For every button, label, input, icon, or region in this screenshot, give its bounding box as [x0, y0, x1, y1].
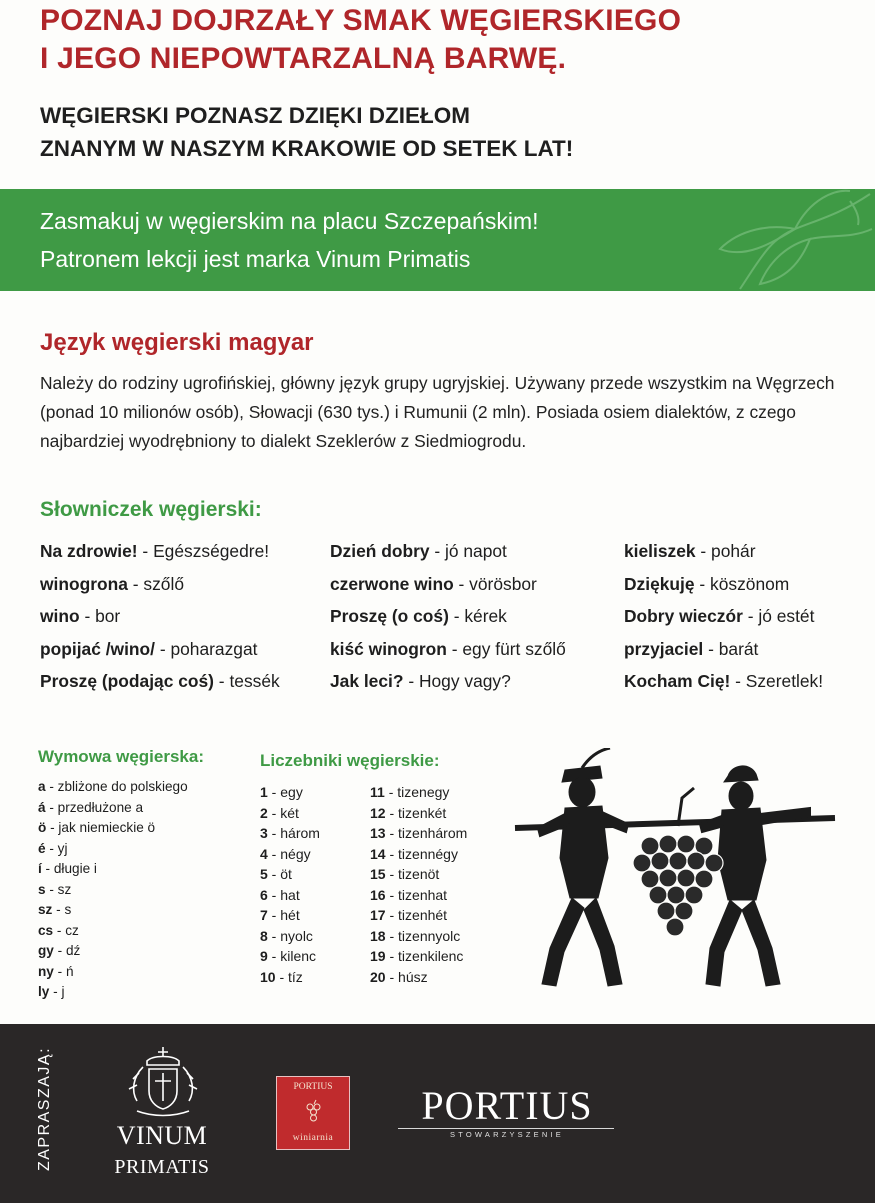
dictionary-column-2 [330, 536, 566, 699]
vinum-primatis-logo-line-2: PRIMATIS [114, 1156, 210, 1178]
headline-black-line-1: WĘGIERSKI POZNASZ DZIĘKI DZIEŁOM [40, 103, 471, 128]
number-item: 20 - húsz [370, 968, 428, 985]
pronunciation-item: a - zbliżone do polskiego [38, 779, 188, 794]
green-banner [0, 189, 875, 291]
language-title: Język węgierski magyar [40, 329, 314, 356]
number-item: 13 - tizenhárom [370, 825, 468, 841]
invite-label-wrapper [30, 1040, 60, 1190]
number-item: 2 - két [260, 804, 299, 821]
winiarnia-logo-bottom: winiarnia [292, 1133, 334, 1143]
portius-logo-name: PORTIUS [421, 1083, 593, 1128]
dictionary-entry: kieliszek - pohár [624, 541, 756, 561]
pronunciation-item: ly - j [38, 984, 65, 999]
dictionary-entry: Kocham Cię! - Szeretlek! [624, 671, 824, 691]
pronunciation-list [38, 777, 188, 1003]
dictionary-entry: czerwone wino - vörösbor [330, 573, 537, 594]
dictionary-entry: Jak leci? - Hogy vagy? [330, 671, 511, 691]
number-item: 17 - tizenhét [370, 907, 448, 923]
number-item: 15 - tizenöt [370, 866, 440, 882]
grape-icon [304, 1099, 324, 1123]
number-item: 6 - hat [260, 886, 300, 903]
number-item: 3 - három [260, 825, 320, 841]
dictionary-column-1 [40, 536, 280, 699]
number-item: 18 - tizennyolc [370, 927, 461, 944]
headline-red [40, 2, 860, 78]
pronunciation-item: í - długie i [38, 861, 97, 876]
winiarnia-logo-top: PORTIUS [293, 1082, 333, 1092]
pronunciation-item: cs - cz [38, 922, 79, 938]
dictionary-entry: przyjaciel - barát [624, 638, 759, 659]
number-item: 19 - tizenkilenc [370, 948, 464, 964]
banner-line-1: Zasmakuj w węgierskim na placu Szczepańskim! [40, 208, 539, 234]
dictionary-entry: Na zdrowie! - Egészségedre! [40, 541, 270, 561]
number-item: 1 - egy [260, 784, 303, 800]
numbers-column-2 [370, 782, 467, 987]
vinum-primatis-logo-line-1: VINUM [116, 1121, 208, 1150]
headline-red-line-1: POZNAJ DOJRZAŁY SMAK WĘGIERSKIEGO [40, 4, 682, 37]
number-item: 4 - négy [260, 845, 311, 862]
number-item: 12 - tizenkét [370, 804, 447, 821]
pronunciation-item: gy - dź [38, 943, 81, 958]
pronunciation-item: sz - s [38, 902, 72, 917]
dictionary-entry: Proszę (podając coś) - tessék [40, 671, 280, 691]
portius-logo-subtitle: STOWARZYSZENIE [450, 1130, 564, 1139]
number-item: 16 - tizenhat [370, 886, 448, 903]
pronunciation-title: Wymowa węgierska: [38, 747, 204, 766]
language-description: Należy do rodziny ugrofińskiej, główny język grupy ugryjskiej. Używany przede wszystkim na Węgrzech (ponad 10 milionów osób), Słowacji (630 tys.) i Rumunii (2 mln). Posiada osiem dialektów, z czego najbardziej wyodrębniony to dialekt Szeklerów z Siedmiogrodu. [40, 373, 835, 451]
dictionary-entry: Dzień dobry - jó napot [330, 541, 507, 561]
grape-leaf-icon [700, 189, 875, 291]
vinum-primatis-crest-icon [123, 1043, 203, 1121]
dictionary-entry: Dziękuję - köszönom [624, 573, 790, 594]
banner-line-2: Patronem lekcji jest marka Vinum Primatis [40, 246, 471, 272]
number-item: 11 - tizenegy [370, 784, 450, 800]
dictionary-entry: winogrona - szőlő [40, 573, 184, 594]
dictionary-entry: popijać /wino/ - poharazgat [40, 638, 258, 659]
number-item: 9 - kilenc [260, 948, 317, 964]
pronunciation-item: s - sz [38, 881, 72, 897]
dictionary-entry: wino - bor [40, 606, 121, 626]
headline-black [40, 99, 860, 165]
pronunciation-item: é - yj [38, 840, 68, 856]
number-item: 8 - nyolc [260, 927, 313, 944]
dictionary-column-3 [624, 536, 823, 699]
numbers-column-1 [260, 782, 320, 987]
number-item: 7 - hét [260, 907, 300, 923]
headline-black-line-2: ZNANYM W NASZYM KRAKOWIE OD SETEK LAT! [40, 136, 574, 161]
number-item: 14 - tizennégy [370, 845, 458, 862]
dictionary-entry: Dobry wieczór - jó estét [624, 606, 815, 626]
pronunciation-item: ö - jak niemieckie ö [38, 820, 156, 835]
pronunciation-item: á - przedłużone a [38, 799, 144, 815]
invite-label: ZAPRASZAJĄ: [36, 1046, 53, 1172]
number-item: 10 - tíz [260, 968, 303, 985]
numbers-title: Liczebniki węgierskie: [260, 751, 440, 770]
dictionary-entry: kiść winogron - egy fürt szőlő [330, 638, 566, 659]
number-item: 5 - öt [260, 866, 292, 882]
headline-red-line-2: I JEGO NIEPOWTARZALNĄ BARWĘ. [40, 42, 567, 75]
portius-logo-rule [398, 1128, 614, 1129]
dictionary-title: Słowniczek węgierski: [40, 498, 262, 521]
pronunciation-item: ny - ń [38, 963, 74, 979]
grape-carriers-illustration [510, 748, 845, 998]
portius-winiarnia-logo [276, 1076, 350, 1150]
dictionary-entry: Proszę (o coś) - kérek [330, 606, 507, 626]
